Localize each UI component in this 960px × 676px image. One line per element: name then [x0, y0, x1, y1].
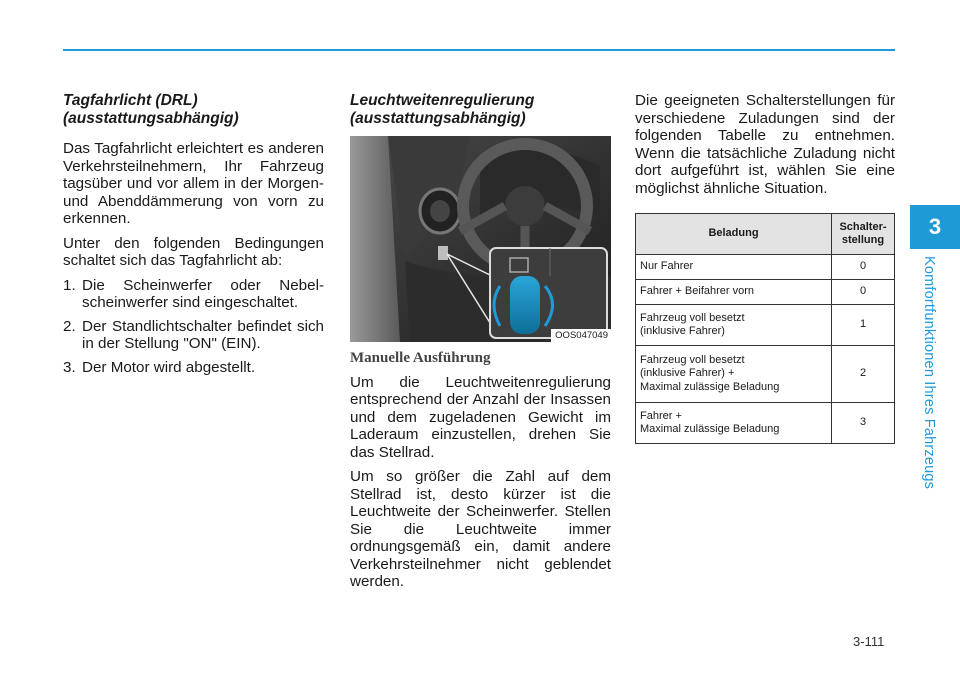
list-text: Der Motor wird abgestellt.: [82, 358, 256, 376]
table-row: [636, 346, 895, 403]
value-cell: 0: [832, 255, 895, 280]
header-load: Beladung: [636, 214, 832, 255]
load-cell: Fahrzeug voll besetzt (inklusive Fahrer): [636, 305, 832, 346]
table-row: [636, 280, 895, 305]
top-rule: [63, 49, 895, 51]
leveling-paragraph-1: Um die Leuchtweitenregulierung entsprechend der Anzahl der Insassen und dem zugeladenen Gewicht im Laderaum einzustellen, drehen Sie das Stellrad.: [350, 373, 611, 461]
value-cell: 1: [832, 305, 895, 346]
list-number: 2.: [63, 317, 76, 335]
drl-paragraph-2: Unter den folgenden Bedingungen schaltet sich das Tagfahrlicht ab:: [63, 234, 324, 269]
drl-list-item: [63, 359, 324, 377]
manual-subheading: Manuelle Ausführung: [350, 350, 491, 366]
table-header-row: [636, 214, 895, 255]
header-switch-position: Schalter-stellung: [832, 214, 895, 255]
load-cell: Fahrer + Maximal zulässige Beladung: [636, 403, 832, 444]
list-number: 1.: [63, 276, 76, 294]
drl-list-item: [63, 277, 324, 312]
drl-paragraph-1: Das Tagfahrlicht erleichtert es anderen Verkehrsteilnehmern, Ihr Fahrzeug tagsüber und vor allem in der Morgen- und Abenddämmerung von vorn zu erkennen.: [63, 140, 324, 227]
chapter-title-text: Komfortfunktionen Ihres Fahrzeugs: [921, 256, 937, 490]
load-cell: Nur Fahrer: [636, 255, 832, 280]
image-code: OOS047049: [551, 329, 611, 342]
drl-heading: Tagfahrlicht (DRL) (ausstattungsabhängig): [63, 92, 239, 127]
table-intro-paragraph: Die geeigneten Schalterstellungen für verschiedene Zuladungen sind der folgenden Tabelle zu entnehmen. Wenn die tatsächliche Zuladung nicht dort aufgeführt ist, wählen Sie eine möglichst ähnliche Situation.: [635, 92, 895, 197]
column-load-table: [635, 92, 895, 444]
dashboard-illustration: [350, 136, 611, 342]
load-cell: Fahrer + Beifahrer vorn: [636, 280, 832, 305]
chapter-number-tab: 3: [910, 205, 960, 249]
column-drl: [63, 92, 324, 382]
leveling-heading: Leuchtweitenregulierung (ausstattungsabhängig): [350, 92, 535, 127]
drl-list-item: [63, 318, 324, 353]
list-number: 3.: [63, 358, 76, 376]
list-text: Der Standlichtschalter befindet sich in der Stellung "ON" (EIN).: [82, 317, 324, 352]
value-cell: 2: [832, 346, 895, 403]
table-row: [636, 255, 895, 280]
value-cell: 0: [832, 280, 895, 305]
dashboard-photo: [350, 136, 611, 342]
list-text: Die Scheinwerfer oder Nebel-scheinwerfer sind eingeschaltet.: [82, 276, 324, 311]
column-headlight-leveling: [350, 92, 611, 598]
value-cell: 3: [832, 403, 895, 444]
table-row: [636, 403, 895, 444]
load-settings-table: [635, 213, 895, 444]
leveling-paragraph-2: Um so größer die Zahl auf dem Stellrad ist, desto kürzer ist die Leuchtweite der Scheinwerfer. Stellen Sie die Leuchtweite immer ordnungsgemäß ein, damit andere Verkehrsteilnehmer nicht geblendet werden.: [350, 468, 611, 590]
chapter-title-vertical: [914, 256, 944, 496]
page-number: 3-111: [853, 634, 885, 649]
table-row: [636, 305, 895, 346]
load-cell: Fahrzeug voll besetzt (inklusive Fahrer) + Maximal zulässige Beladung: [636, 346, 832, 403]
